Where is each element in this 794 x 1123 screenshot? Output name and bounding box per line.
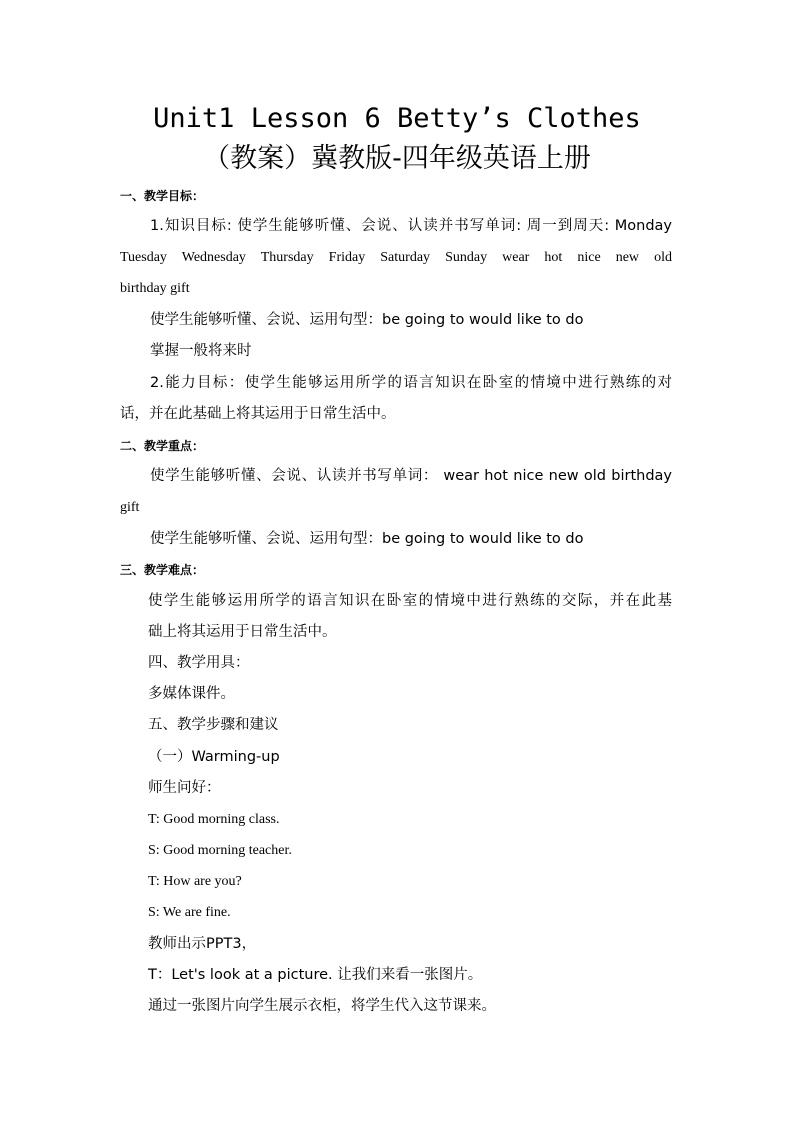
paragraph-line: birthday gift: [120, 281, 190, 296]
section-heading-tools: 四、教学用具：: [148, 655, 250, 671]
step-heading: （一）Warming-up: [148, 749, 280, 765]
dialog-line: T: How are you?: [148, 874, 242, 889]
paragraph-line: 2.能力目标：使学生能够运用所学的语言知识在卧室的情境中进行熟练的对: [150, 375, 672, 391]
section-heading-key-points: 二、教学重点：: [120, 439, 205, 453]
paragraph-line: 础上将其运用于日常生活中。: [148, 624, 337, 640]
dialog-line: T：Let's look at a picture. 让我们来看一张图片。: [148, 967, 483, 983]
paragraph-line: 使学生能够听懂、会说、运用句型：be going to would like to do: [150, 312, 584, 328]
paragraph-line: 教师出示PPT3，: [148, 936, 257, 952]
paragraph-line: 多媒体课件。: [148, 686, 235, 702]
document-title: Unit1 Lesson 6 Betty’s Clothes: [153, 103, 641, 134]
paragraph-line: 使学生能够听懂、会说、认读并书写单词： wear hot nice new old birthday: [150, 468, 672, 484]
paragraph-line: 1.知识目标: 使学生能够听懂、会说、认读并书写单词: 周一到周天: Monday: [150, 218, 672, 234]
paragraph-line: 通过一张图片向学生展示衣柜，将学生代入这节课来。: [148, 998, 496, 1014]
paragraph-line: gift: [120, 500, 140, 515]
paragraph-line: Tuesday Wednesday Thursday Friday Saturday Sunday wear hot nice new old: [120, 250, 672, 265]
dialog-line: S: Good morning teacher.: [148, 843, 292, 858]
section-heading-goals: 一、教学目标：: [120, 189, 205, 203]
section-heading-steps: 五、教学步骤和建议: [148, 717, 279, 733]
dialog-line: S: We are fine.: [148, 905, 231, 920]
paragraph-line: 师生问好：: [148, 780, 221, 796]
dialog-line: T: Good morning class.: [148, 812, 280, 827]
paragraph-line: 话，并在此基础上将其运用于日常生活中。: [120, 406, 396, 422]
paragraph-line: 使学生能够运用所学的语言知识在卧室的情境中进行熟练的交际，并在此基: [148, 593, 672, 609]
section-heading-difficulties: 三、教学难点：: [120, 563, 205, 577]
paragraph-line: 使学生能够听懂、会说、运用句型：be going to would like to do: [150, 531, 584, 547]
document-subtitle: （教案）冀教版-四年级英语上册: [203, 143, 591, 174]
paragraph-line: 掌握一般将来时: [150, 343, 252, 359]
